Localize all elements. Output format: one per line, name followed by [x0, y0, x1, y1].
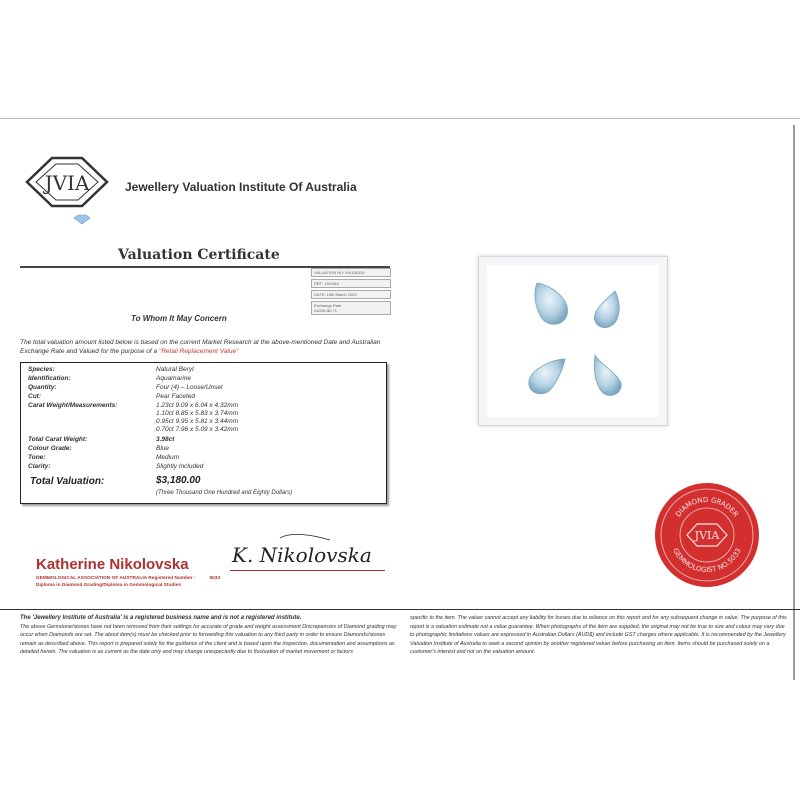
aquamarine-stone: [594, 291, 619, 328]
reference-box: [311, 268, 391, 317]
detail-label: Colour Grade:: [28, 445, 72, 452]
detail-label: Clarity:: [28, 463, 51, 470]
seal-top-text: DIAMOND GRADER: [674, 495, 740, 519]
detail-value: Pear Faceted: [156, 393, 196, 400]
certificate-title: Valuation Certificate: [118, 247, 280, 263]
reference-code: REF: 19/1084: [311, 279, 391, 288]
detail-label: Cut:: [28, 393, 41, 400]
diploma-line: Diploma in Diamond Grading/Diploma in Gemmological Studies: [36, 583, 181, 588]
disclaimer-left-text: The above Gemstone/stones have not been removed from their settings for accurate of grade and weight assessment Discrepancies of Diamond grading may occur when Diamonds are set. The about item(s) must be checked prior to forwarding this valuation to any third party in order to ensure Diamonds/stones remain as described above. This report is prepared solely for the guidance of the client and is based upon the inspection, documentation and assumptions as detailed herein. The valuation is as current as the date only and may change unexpectedly due to fluctuation of market movement or factors: [20, 623, 397, 656]
salutation: To Whom It May Concern: [131, 314, 227, 323]
disclaimer-left: [20, 614, 400, 657]
detail-value: Four (4) – Loose/Unset: [156, 384, 223, 391]
logo-text: JVIA: [44, 171, 90, 195]
association-line: [36, 576, 220, 581]
detail-value: Slightly Included: [156, 463, 204, 470]
aquamarine-stone: [535, 283, 568, 324]
intro-text: The total valuation amount listed below is based on the current Market Research at the above-mentioned Date and Australian Exchange Rate and Valued for the purpose of a: [20, 339, 381, 355]
signature-flourish: [280, 534, 330, 540]
intro-paragraph: [20, 338, 400, 356]
small-diamond-icon: [74, 215, 90, 224]
valuation-date: DATE: 15th March 2023: [311, 290, 391, 299]
detail-label: Tone:: [28, 454, 46, 461]
registration-number: 5033: [209, 576, 221, 581]
institute-name: Jewellery Valuation Institute Of Australia: [125, 180, 357, 194]
measurement-line: 0.95ct 9.95 x 5.81 x 3.44mm: [156, 418, 239, 425]
jvia-logo: [22, 150, 112, 230]
detail-value: 3.98ct: [156, 436, 175, 443]
total-valuation-words: (Three Thousand One Hundred and Eighty Dollars): [156, 490, 293, 496]
detail-label: Quantity:: [28, 384, 57, 391]
photo-background: [487, 265, 659, 417]
intro-purpose: "Retail Replacement Value": [158, 348, 239, 355]
page-top-edge: [0, 118, 800, 119]
footer-divider: [0, 609, 800, 610]
stones-photo: [478, 256, 668, 426]
detail-value: Blue: [156, 445, 170, 452]
page-right-edge: [793, 125, 795, 680]
valuation-number: VALUATION NO: KN108419: [311, 268, 391, 277]
exchange-rate-value: AUD$=$0.71: [314, 308, 338, 313]
aquamarine-stones-image: [487, 265, 659, 417]
total-valuation-label: Total Valuation:: [30, 476, 105, 487]
detail-value: Medium: [156, 454, 180, 461]
aquamarine-stone: [529, 359, 565, 394]
association-text: GEMMOLOGICAL ASSOCIATION OF AUSTRALIA Registered Number -: [36, 576, 196, 581]
detail-label: Species:: [28, 366, 55, 373]
detail-value: Natural Beryl: [156, 366, 194, 373]
signatory-name: Katherine Nikolovska: [36, 556, 189, 573]
aquamarine-stone: [594, 355, 621, 395]
signature-line: [230, 570, 385, 571]
detail-value: Aquamarine: [156, 375, 192, 382]
detail-label: Total Carat Weight:: [28, 436, 88, 443]
signature-text: K. Nikolovska: [232, 543, 372, 567]
detail-label: Identification:: [28, 375, 71, 382]
total-valuation-amount: $3,180.00: [156, 475, 201, 486]
detail-value: 1.23ct 9.09 x 6.04 x 4.32mm: [156, 402, 239, 409]
stone-details-table: [20, 362, 387, 504]
exchange-rate: [311, 301, 391, 315]
detail-label: Carat Weight/Measurements:: [28, 402, 118, 409]
measurement-line: 1.10ct 8.85 x 5.83 x 3.74mm: [156, 410, 239, 417]
disclaimer-heading: The 'Jewellery Institute of Australia' is a registered business name and is not a registered institute.: [20, 615, 302, 621]
seal-center-text: JVIA: [694, 529, 720, 542]
gemmologist-seal: [652, 480, 762, 590]
measurement-line: 0.70ct 7.96 x 5.09 x 3.42mm: [156, 426, 239, 433]
seal-bottom-text: GEMMOLOGIST NO.5033: [671, 546, 743, 575]
disclaimer-right: specific to the item. The valuer cannot accept any liability for losses due to reliance on this report and for any subsequent change in value. The purpose of this report is a valuation estimate not a value guarantee. When photographs of the item are supplied, the original may not be true to size and colour may vary due to photographic limitations values are expressed in Australian Dollars (AUD$) and include GST charges where applicable. It is recommended by the Jewellery Valuation Institute of Australia to seek a second opinion by another registered valuer before purchasing an item. Items should be purchased solely on a customer's interest and not on the valuation amount.: [410, 615, 787, 656]
exchange-rate-label: Exchange Rate: [314, 303, 342, 308]
